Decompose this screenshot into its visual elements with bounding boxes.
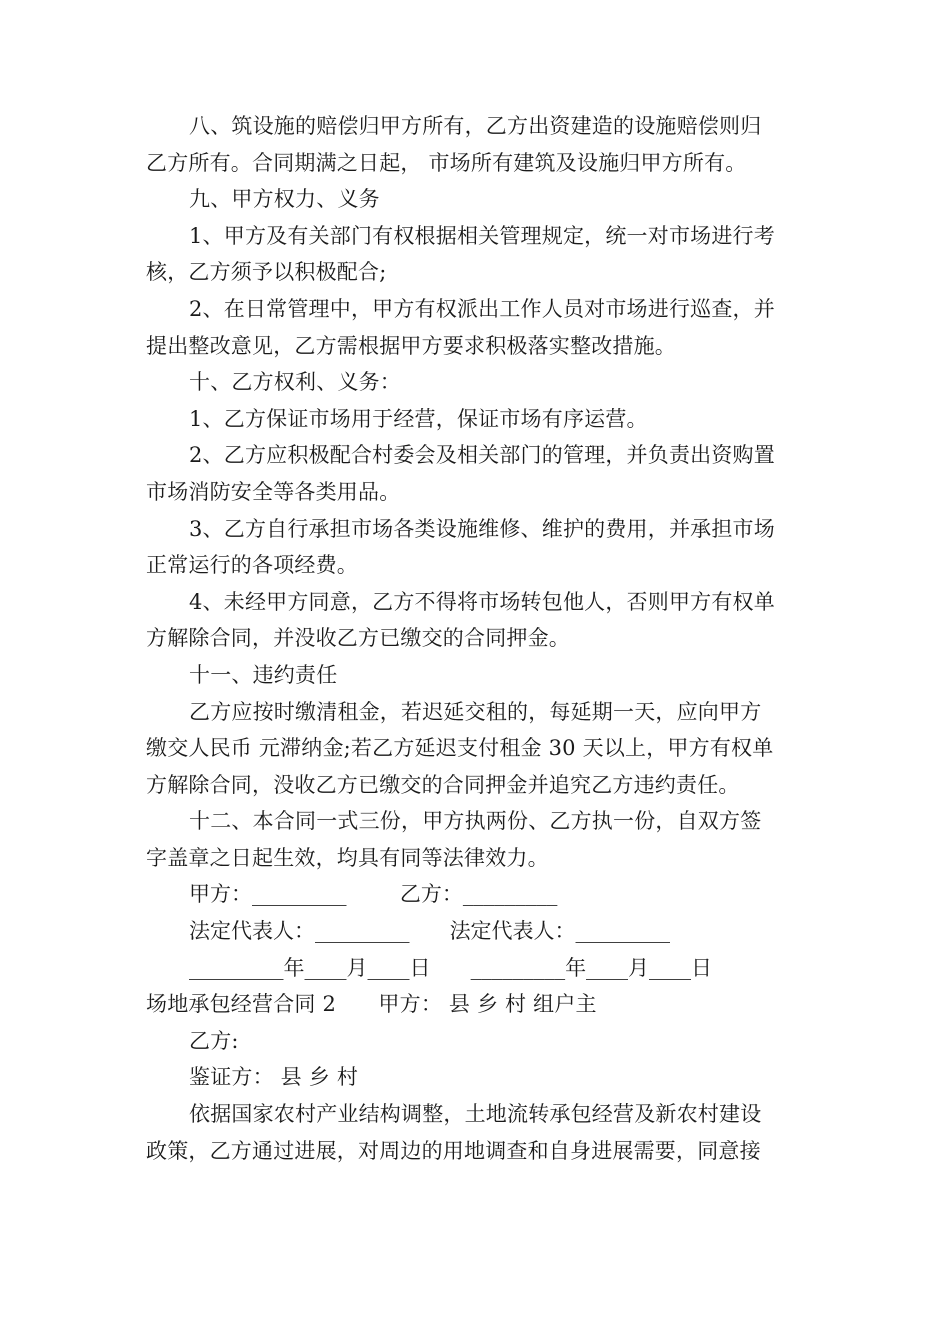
party-b-signature: 乙方：_________ (399, 882, 558, 907)
text-line: 乙方应按时缴清租金，若迟延交租的，每延期一天，应向甲方 (189, 699, 762, 724)
text-line: 3、乙方自行承担市场各类设施维修、维护的费用，并承担市场 (189, 516, 775, 541)
contract-body (146, 108, 806, 876)
text-line: 4、未经甲方同意，乙方不得将市场转包他人，否则甲方有权单 (189, 589, 775, 614)
signature-representative-row (146, 913, 806, 950)
text-line: 九、甲方权力、义务 (189, 187, 380, 212)
text-line: 2、乙方应积极配合村委会及相关部门的管理，并负责出资购置 (189, 443, 775, 468)
text-line: 方解除合同，没收乙方已缴交的合同押金并追究乙方违约责任。 (146, 772, 740, 797)
text-line: 市场消防安全等各类用品。 (146, 479, 401, 504)
text-line: 十二、本合同一式三份，甲方执两份、乙方执一份，自双方签 (189, 809, 762, 834)
text-line: 八、筑设施的赔偿归甲方所有，乙方出资建造的设施赔偿则归 (189, 114, 762, 138)
contract2-title: 场地承包经营合同 2 甲方： 县 乡 村 组户主 (146, 992, 597, 1017)
date-b: _________年____月____日 (470, 955, 713, 980)
contract2-paragraph-line: 依据国家农村产业结构调整，土地流转承包经营及新农村建设 (189, 1102, 762, 1127)
text-line: 字盖章之日起生效，均具有同等法律效力。 (146, 845, 549, 870)
contract2-witness: 鉴证方： 县 乡 村 (189, 1065, 359, 1090)
contract2-paragraph-line: 政策，乙方通过进展，对周边的用地调查和自身进展需要，同意接 (146, 1138, 761, 1163)
text-line: 十一、违约责任 (189, 662, 338, 687)
contract2-party-b: 乙方: (189, 1028, 239, 1053)
date-a: _________年____月____日 (189, 955, 431, 980)
text-line: 1、乙方保证市场用于经营，保证市场有序运营。 (189, 406, 648, 431)
rep-a-signature: 法定代表人：_________ (189, 919, 410, 944)
party-a-signature: 甲方：_________ (189, 882, 347, 907)
text-line: 缴交人民币 元滞纳金;若乙方延迟支付租金 30 天以上，甲方有权单 (146, 736, 774, 761)
text-line: 2、在日常管理中，甲方有权派出工作人员对市场进行巡查，并 (189, 296, 775, 321)
rep-b-signature: 法定代表人：_________ (449, 919, 671, 944)
text-line: 核，乙方须予以积极配合; (146, 260, 387, 285)
text-line: 提出整改意见，乙方需根据甲方要求积极落实整改措施。 (146, 333, 676, 358)
document-page (146, 108, 806, 1169)
signature-date-row (146, 950, 806, 987)
text-line: 方解除合同，并没收乙方已缴交的合同押金。 (146, 626, 570, 651)
signature-parties-row (146, 876, 806, 913)
text-line: 1、甲方及有关部门有权根据相关管理规定，统一对市场进行考 (189, 223, 775, 248)
text-line: 正常运行的各项经费。 (146, 553, 358, 578)
text-line: 十、乙方权利、义务： (189, 370, 401, 395)
text-line: 乙方所有。合同期满之日起， 市场所有建筑及设施归甲方所有。 (146, 150, 747, 175)
